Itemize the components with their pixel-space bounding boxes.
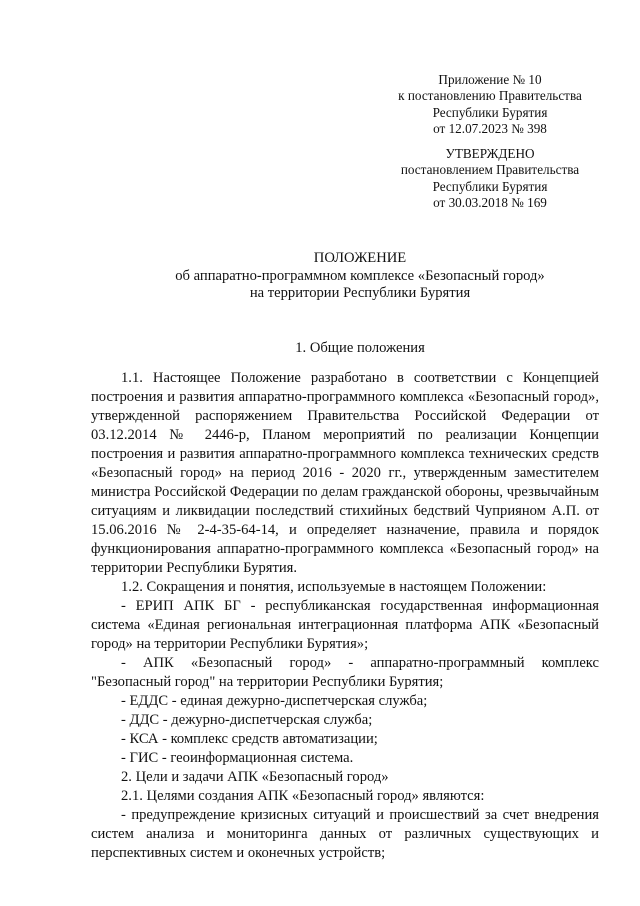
section-heading-2: 2. Цели и задачи АПК «Безопасный город» xyxy=(121,769,389,785)
approved-date: от 30.03.2018 № 169 xyxy=(433,195,547,211)
paragraph: 2.1. Целями создания АПК «Безопасный город» являются: xyxy=(121,788,485,804)
title-territory: на территории Республики Бурятия xyxy=(249,285,471,301)
list-item: - ДДС - дежурно-диспетчерская служба; xyxy=(121,712,373,728)
paragraph: 1.1. Настоящее Положение разработано в соответствии с Концепцией построения и развития аппаратно-программного комплекса «Безопасный город», утвержденной распоряжением Правительства Российской Федерации от 03.12.2014 № 2446-р, Планом мероприятий по реализации Концепции построения и развития аппаратно-программного комплекса технических средств «Безопасный город» на период 2016 - 2020 гг., утвержденным заместителем министра Российской Федерации по делам гражданской обороны, чрезвычайным ситуациям и ликвидации последствий стихийных бедствий Чуприяном А.П. от 15.06.2016 № 2-4-35-64-14, и определяет назначение, правила и порядок функционирования аппаратно-программного комплекса «Безопасный город» на территории Республики Бурятия. xyxy=(91,370,599,576)
approved-region: Республики Бурятия xyxy=(432,178,548,194)
list-item: - ГИС - геоинформационная система. xyxy=(121,750,354,766)
document-title xyxy=(100,250,620,303)
list-item: - КСА - комплекс средств автоматизации; xyxy=(121,731,378,747)
approved-ref: постановлением Правительства xyxy=(400,162,580,178)
approved-stamp xyxy=(360,146,620,212)
appendix-date: от 12.07.2023 № 398 xyxy=(433,121,547,137)
section-heading: 1. Общие положения xyxy=(295,340,425,356)
appendix-number: Приложение № 10 xyxy=(438,72,542,87)
appendix-region: Республики Бурятия xyxy=(432,104,548,120)
list-item: - ЕРИП АПК БГ - республиканская государственная информационная система «Единая региональная интеграционная платформа АПК «Безопасный город» на территории Республики Бурятия»; xyxy=(91,598,599,652)
title-heading: ПОЛОЖЕНИЕ xyxy=(313,250,407,266)
approved-label: УТВЕРЖДЕНО xyxy=(445,146,535,161)
list-item: - АПК «Безопасный город» - аппаратно-программный комплекс "Безопасный город" на территории Республики Бурятия; xyxy=(91,655,599,690)
list-item: - ЕДДС - единая дежурно-диспетчерская служба; xyxy=(121,693,428,709)
list-item: - предупреждение кризисных ситуаций и происшествий за счет внедрения систем анализа и мониторинга данных от различных существующих и перспективных систем и оконечных устройств; xyxy=(91,807,599,861)
document-body xyxy=(91,369,599,863)
appendix-stamp xyxy=(360,72,620,138)
paragraph: 1.2. Сокращения и понятия, используемые в настоящем Положении: xyxy=(121,579,547,595)
appendix-ref: к постановлению Правительства xyxy=(398,88,582,104)
title-subject: об аппаратно-программном комплексе «Безопасный город» xyxy=(175,267,545,284)
